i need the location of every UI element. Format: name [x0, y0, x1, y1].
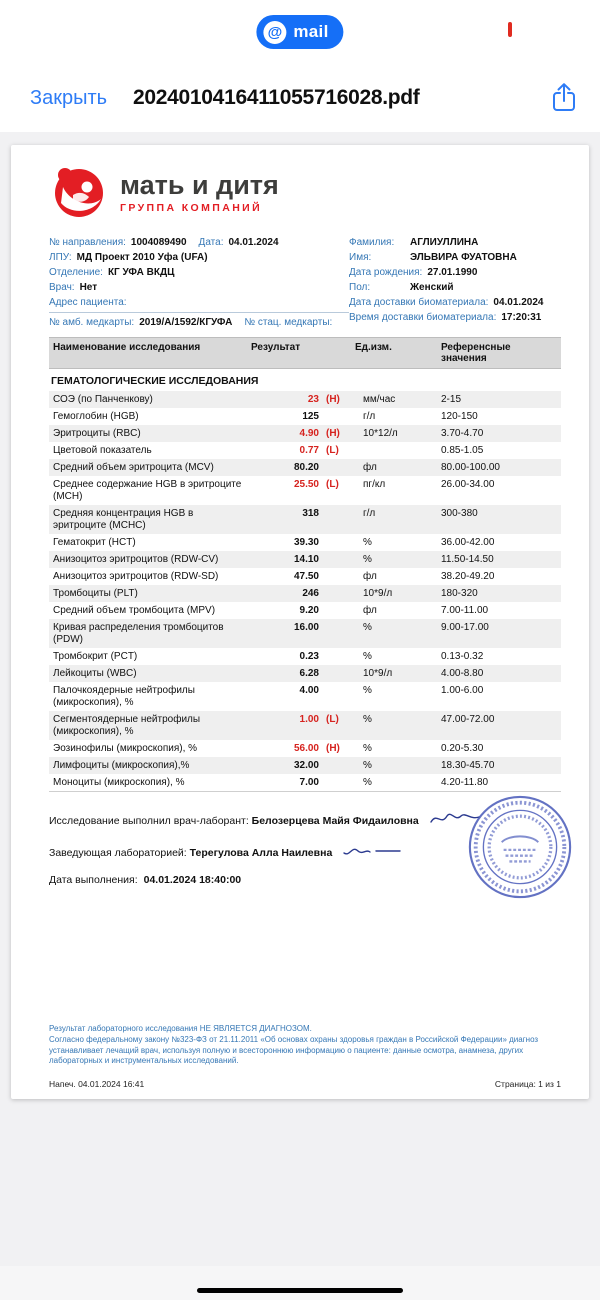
section-title: ГЕМАТОЛОГИЧЕСКИЕ ИССЛЕДОВАНИЯ: [51, 375, 259, 387]
home-indicator[interactable]: [197, 1288, 403, 1293]
disclaimer-line: Результат лабораторного исследования НЕ ЯВЛЯЕТСЯ ДИАГНОЗОМ.: [49, 1024, 312, 1033]
head-of-lab-name: Терегулова Алла Наилевна: [189, 846, 333, 859]
head-of-lab-signature-icon: [342, 843, 402, 862]
pdf-page: [11, 145, 589, 1099]
share-icon: [552, 100, 576, 115]
pdf-nav-bar: [0, 64, 600, 132]
result-row: Среднее содержание HGB в эритроците (MCH) 25.50 (L) пг/кл 26.00-34.00: [53, 478, 495, 502]
mail-app-banner[interactable]: [256, 15, 343, 49]
patient-info: [49, 236, 561, 331]
result-row: Эритроциты (RBC) 4.90 (Н) 10*12/л 3.70-4.70: [49, 425, 561, 442]
close-button[interactable]: Закрыть: [30, 86, 108, 109]
result-row: Лимфоциты (микроскопия),% 32.00 % 18.30-45.70: [49, 757, 561, 774]
mother-and-child-logo-icon: [49, 161, 107, 224]
result-row: Сегментоядерные нейтрофилы (микроскопия), % 1.00 (L) % 47.00-72.00: [49, 711, 561, 740]
info-row: № направления: 1004089490 Дата: 04.01.2024: [49, 237, 279, 248]
technician-signature-icon: [429, 810, 481, 831]
col-name-header: Наименование исследования: [53, 342, 201, 353]
printed-timestamp: Напеч. 04.01.2024 16:41: [49, 1078, 145, 1089]
clinic-name: мать и дитя: [120, 169, 279, 200]
result-row: Тромбоциты (PLT) 246 10*9/л 180-320: [49, 585, 561, 602]
law-reference-text: Согласно федеральному закону №323-ФЗ от 21.11.2011 «Об основах охраны здоровья граждан в Российской Федерации» диагноз устанавливает лечащий врач, используя полную и всестороннюю информацию о пациенте: данные осмотра, анамнеза, других лабораторных и инструментальных исследований.: [49, 1035, 539, 1066]
result-row: Палочкоядерные нейтрофилы (микроскопия), % 4.00 % 1.00-6.00: [53, 684, 484, 708]
patient-info-left: [49, 236, 349, 331]
info-row: № амб. медкарты: 2019/А/1592/КГУФА № стац. медкарты:: [49, 312, 349, 329]
page-counter: Страница: 1 из 1: [494, 1078, 561, 1089]
table-header: [49, 337, 561, 369]
info-row: Адрес пациента:: [49, 297, 127, 308]
result-row: Средний объем эритроцита (MCV) 80.20 фл 80.00-100.00: [49, 459, 561, 476]
result-row: Кривая распределения тромбоцитов (PDW) 16.00 % 9.00-17.00: [49, 619, 561, 648]
pdf-viewer-area[interactable]: [0, 132, 600, 1300]
info-row: Отделение: КГ УФА ВКДЦ: [49, 267, 175, 278]
execution-date-label: Дата выполнения:: [49, 874, 138, 886]
clinic-logo-text: [120, 169, 279, 214]
head-of-lab-line: [49, 843, 561, 862]
info-row: Имя: ЭЛЬВИРА ФУАТОВНА: [349, 252, 517, 263]
patient-info-right: [349, 236, 561, 331]
col-unit-header: Ед.изм.: [355, 342, 392, 353]
col-reference-header: Референсные значения: [441, 342, 511, 364]
results-table-body: [49, 391, 561, 791]
result-row: Гематокрит (HCT) 39.30 % 36.00-42.00: [53, 536, 495, 548]
result-row: Лейкоциты (WBC) 6.28 10*9/л 4.00-8.80: [49, 665, 561, 682]
execution-date-value: 04.01.2024 18:40:00: [143, 874, 242, 886]
info-row: Дата рождения: 27.01.1990: [349, 267, 478, 278]
status-bar: [0, 0, 600, 64]
print-info-row: [49, 1076, 561, 1089]
results-table: [49, 337, 561, 792]
info-row: Время доставки биоматериала: 17:20:31: [349, 312, 542, 323]
info-row: ЛПУ: МД Проект 2010 Уфа (UFA): [49, 252, 208, 263]
col-result-header: Результат: [251, 342, 301, 353]
technician-line: [49, 810, 561, 831]
legal-footer: [49, 1024, 561, 1067]
technician-name: Белозерцева Майя Фидаиловна: [251, 814, 419, 827]
execution-date-line: [49, 874, 561, 886]
result-row: Тромбокрит (PCT) 0.23 % 0.13-0.32: [53, 650, 484, 662]
clinic-logo: [49, 161, 561, 224]
info-row: Врач: Нет: [49, 282, 98, 293]
clinic-subtitle: ГРУППА КОМПАНИЙ: [120, 201, 263, 214]
result-row: Средняя концентрация HGB в эритроците (MCHC) 318 г/л 300-380: [49, 505, 561, 534]
page-whitespace: [49, 886, 561, 1024]
mail-brand-label: mail: [293, 22, 329, 41]
result-row: СОЭ (по Панченкову) 23 (Н) мм/час 2-15: [49, 391, 561, 408]
head-of-lab-label: Заведующая лабораторией:: [49, 846, 187, 859]
info-row: Фамилия: АГЛИУЛЛИНА: [349, 237, 479, 248]
info-row: Пол: Женский: [349, 282, 454, 293]
info-row: Дата доставки биоматериала: 04.01.2024: [349, 297, 544, 308]
signatures-block: [49, 810, 561, 886]
result-row: Гемоглобин (HGB) 125 г/л 120-150: [53, 410, 478, 422]
share-button[interactable]: [546, 82, 582, 115]
mail-at-icon: @: [263, 21, 286, 44]
bottom-safe-area: [0, 1266, 600, 1300]
recording-indicator-icon: [508, 22, 512, 37]
result-row: Анизоцитоз эритроцитов (RDW-SD) 47.50 фл 38.20-49.20: [53, 570, 495, 582]
result-row: Анизоцитоз эритроцитов (RDW-CV) 14.10 % 11.50-14.50: [49, 551, 561, 568]
result-row: Эозинофилы (микроскопия), % 56.00 (Н) % 0.20-5.30: [53, 742, 484, 754]
result-row: Цветовой показатель 0.77 (L) 0.85-1.05: [53, 444, 484, 456]
result-row: Моноциты (микроскопия), % 7.00 % 4.20-11.80: [53, 776, 489, 788]
result-row: Средний объем тромбоцита (MPV) 9.20 фл 7.00-11.00: [53, 604, 489, 616]
pdf-filename: 2024010416411055716028.pdf: [133, 86, 420, 109]
technician-label: Исследование выполнил врач-лаборант:: [49, 814, 249, 827]
